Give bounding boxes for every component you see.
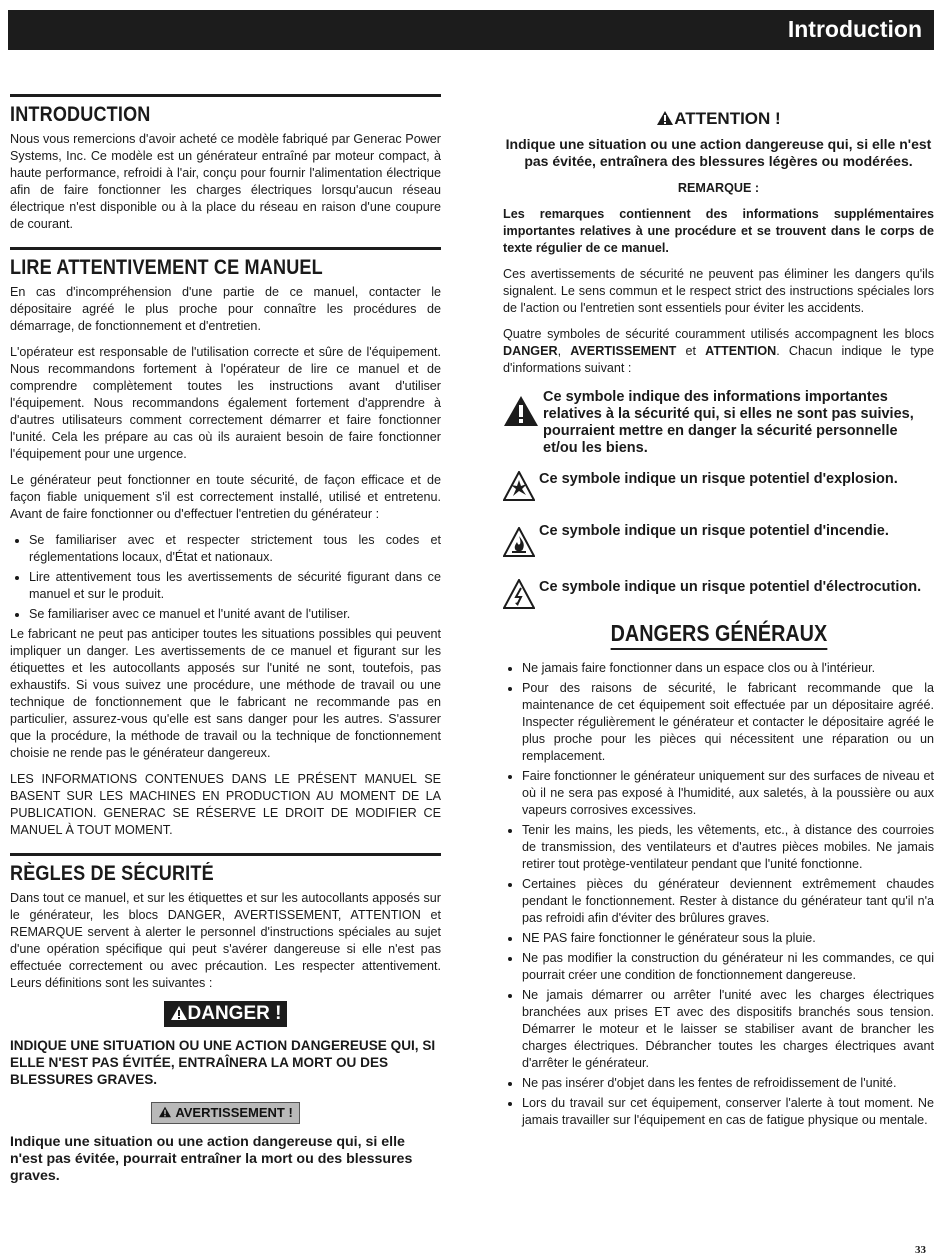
warning-triangle-icon [158, 1106, 172, 1118]
danger-label: DANGER ! [187, 1003, 282, 1024]
heading-general-dangers [503, 619, 934, 650]
list-item: • Tenir les mains, les pieds, les vêtements, etc., à distance des courroies de transmission, des ventilateurs et d'autres pièces mobiles. Ne jamais retirer tout protège-ventilateur pendant que l'unité fonctionne. [522, 822, 934, 873]
header-title: Introduction [787, 16, 922, 42]
list-item: • Se familiariser avec ce manuel et l'unité avant de l'utiliser. [29, 606, 441, 623]
fire-icon [503, 527, 535, 557]
general-dangers-list [503, 660, 934, 1129]
list-item: • Lors du travail sur cet équipement, conserver l'alerte à tout moment. Ne jamais travailler sur l'équipement en cas de fatigue physique ou mentale. [522, 1095, 934, 1129]
read-paragraph-3: Le générateur peut fonctionner en toute sécurité, de façon efficace et de façon fiable uniquement s'il est correctement installé, utilisé et entretenu. Avant de faire fonctionner ou d'effectuer l'entretien du générateur : [10, 473, 441, 521]
read-paragraph-2: L'opérateur est responsable de l'utilisation correcte et sûre de l'équipement. Nous recommandons fortement à l'opérateur de lire ce manuel et de comprendre complètement toutes les instructions avant d'utiliser l'équipement. Nous recommandons également fortement d'apprendre à d'autres utilisateurs comment correctement démarrer et faire fonctionner l'unité. Cela les prépare au cas où ils auraient besoin de faire fonctionner l'équipement pour une urgence. [10, 345, 441, 461]
right-column [503, 108, 934, 1132]
danger-label-box [164, 1001, 288, 1027]
heading-read-manual: LIRE ATTENTIVEMENT CE MANUEL [10, 256, 323, 279]
warning-triangle-icon [170, 1005, 188, 1021]
list-item: • Ne pas modifier la construction du générateur ni les commandes, ce qui pourrait créer une condition de fonctionnement dangereuse. [522, 950, 934, 984]
section-rule [10, 247, 441, 250]
warning-label: AVERTISSEMENT ! [175, 1105, 293, 1120]
paragraph-fragment: et [676, 344, 706, 358]
list-item: • Ne pas insérer d'objet dans les fentes de refroidissement de l'unité. [522, 1075, 934, 1092]
attention-heading [503, 108, 934, 130]
attention-text: Indique une situation ou une action dangereuse qui, si elle n'est pas évitée, entraînera des blessures légères ou modérées. [505, 136, 932, 169]
warning-label-wrap [10, 1102, 441, 1124]
symbol-safety-text: Ce symbole indique des informations importantes relatives à la sécurité qui, si elles ne sont pas suivies, pourraient mettre en danger la sécurité personnelle et/ou les biens. [543, 389, 914, 456]
attention-label: ATTENTION ! [674, 109, 781, 128]
read-paragraph-1: En cas d'incompréhension d'une partie de ce manuel, contacter le dépositaire agréé le plus proche pour connaître les procédures de démarrage, de fonctionnement et d'entretien. [10, 285, 441, 333]
warning-triangle-icon [656, 110, 674, 126]
list-item: • Faire fonctionner le générateur uniquement sur des surfaces de niveau et où il ne sera pas exposé à l'humidité, aux saletés, à la poussière ou aux vapeurs corrosives excessives. [522, 768, 934, 819]
section-rule [10, 94, 441, 97]
read-paragraph-5: LES INFORMATIONS CONTENUES DANS LE PRÉSENT MANUEL SE BASENT SUR LES MACHINES EN PRODUCTION AU MOMENT DE LA PUBLICATION. GENERAC SE RÉSERVE LE DROIT DE MODIFIER CE MANUEL À TOUT MOMENT. [10, 772, 441, 837]
header-bar [8, 10, 934, 50]
safety-alert-icon [503, 395, 539, 427]
electric-shock-icon [503, 579, 535, 609]
read-paragraph-4: Le fabricant ne peut pas anticiper toutes les situations possibles qui peuvent impliquer un danger. Les avertissements de ce manuel et figurant sur les étiquettes et les autocollants apposés sur l'unité ne sont, toutefois, pas exhaustifs. Si vous suivez une procédure, une méthode de travail ou une technique de fonctionnement que le fabricant ne recommande pas en particulier, assurez-vous qu'elle est sans danger pour les autres. S'assurer que la procédure, la méthode de travail ou la technique de fonctionnement choisie ne rende pas le générateur dangereux. [10, 627, 441, 760]
rules-text: Dans tout ce manuel, et sur les étiquettes et sur les autocollants apposés sur le générateur, les blocs DANGER, AVERTISSEMENT, ATTENTION et REMARQUE servent à alerter le personnel d'instructions spéciales au sujet d'une opération spécifique qui peut s'avérer dangereuse si elle n'est pas effectuée correctement ou avec précaution. Les respecter attentivement. Leurs définitions sont les suivantes : [10, 891, 441, 990]
paragraph-fragment: Quatre symboles de sécurité couramment utilisés accompagnent les blocs [503, 327, 934, 341]
heading-safety-rules: RÈGLES DE SÉCURITÉ [10, 862, 214, 885]
heading-introduction: INTRODUCTION [10, 103, 151, 126]
remark-text: Les remarques contiennent des informations supplémentaires importantes relatives à une procédure et se trouvent dans le corps de texte régulier de ce manuel. [503, 207, 934, 255]
explosion-icon [503, 471, 535, 501]
list-item: • Ne jamais démarrer ou arrêter l'unité avec les charges électriques branchées aux prises ET avec des dispositifs branchés sous tension. Démarrer le moteur et le laisser se stabiliser avant de brancher les charges électriques. Débrancher toutes les charges électriques avant d'arrêter le générateur. [522, 987, 934, 1072]
symbol-fire-row [503, 523, 934, 557]
left-column [10, 94, 441, 1199]
symbol-explosion-text: Ce symbole indique un risque potentiel d'explosion. [539, 471, 898, 487]
page-number: 33 [915, 1244, 926, 1256]
list-item: • NE PAS faire fonctionner le générateur sous la pluie. [522, 930, 934, 947]
list-item: • Certaines pièces du générateur deviennent extrêmement chaudes pendant le fonctionnement. Rester à distance du générateur tant qu'il n'a pas refroidi afin d'éviter des brûlures graves. [522, 876, 934, 927]
symbol-explosion-row [503, 471, 934, 501]
list-item: • Ne jamais faire fonctionner dans un espace clos ou à l'intérieur. [522, 660, 934, 677]
safety-paragraph-2 [503, 326, 934, 377]
general-dangers-title: DANGERS GÉNÉRAUX [610, 619, 827, 650]
danger-keyword: DANGER [503, 344, 558, 358]
warning-label-box [151, 1102, 300, 1124]
warning-text: Indique une situation ou une action dangereuse qui, si elle n'est pas évitée, pourrait entraîner la mort ou des blessures graves. [10, 1134, 413, 1184]
warning-keyword: AVERTISSEMENT [570, 344, 677, 358]
attention-keyword: ATTENTION [705, 344, 777, 358]
paragraph-fragment: . Chacun indique le type d'informations suivant : [503, 344, 934, 375]
section-rule [10, 853, 441, 856]
intro-text: Nous vous remercions d'avoir acheté ce modèle fabriqué par Generac Power Systems, Inc. Ce modèle est un générateur entraîné par moteur compact, à haute performance, refroidi à l'air, conçu pour fournir l'alimentation électrique afin de faire fonctionner les charges électriques lorsqu'aucun réseau électrique n'est disponible ou à la place du réseau en raison d'une coupure de courant. [10, 132, 441, 231]
symbol-fire-text: Ce symbole indique un risque potentiel d'incendie. [539, 523, 889, 539]
remark-label: REMARQUE : [677, 181, 760, 195]
safety-paragraph-1: Ces avertissements de sécurité ne peuvent pas éliminer les dangers qu'ils signalent. Le sens commun et le respect strict des instructions spéciales lors de l'action ou l'entretien sont essentiels pour éviter les accidents. [503, 267, 934, 315]
list-item: • Lire attentivement tous les avertissements de sécurité figurant dans ce manuel et sur le produit. [29, 569, 441, 603]
danger-text: INDIQUE UNE SITUATION OU UNE ACTION DANGEREUSE QUI, SI ELLE N'EST PAS ÉVITÉE, ENTRAÎNERA LA MORT OU DES BLESSURES GRAVES. [10, 1038, 436, 1087]
list-item: • Pour des raisons de sécurité, le fabricant recommande que la maintenance de cet équipement soit effectuée par un dépositaire agréé. Inspecter régulièrement le générateur et contacter le dépositaire agréé le plus proche pour les pièces qui nécessitent une réparation ou un remplacement. [522, 680, 934, 765]
list-item: • Se familiariser avec et respecter strictement tous les codes et réglementations locaux, d'État et nationaux. [29, 532, 441, 566]
symbol-shock-row [503, 579, 934, 609]
paragraph-fragment: , [557, 344, 571, 358]
symbol-safety-row [503, 389, 934, 457]
danger-label-wrap [10, 1001, 441, 1027]
symbol-shock-text: Ce symbole indique un risque potentiel d'électrocution. [539, 579, 922, 595]
read-bullet-list [10, 532, 441, 623]
